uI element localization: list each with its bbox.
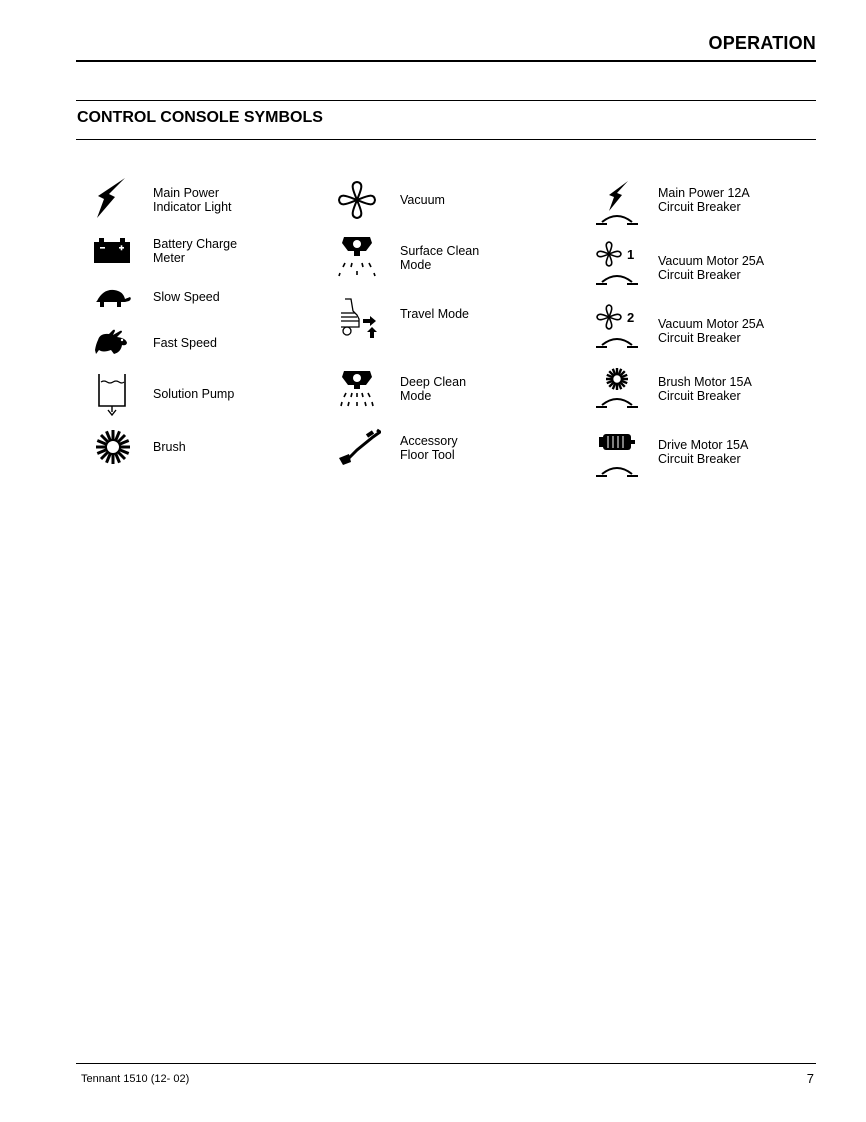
label-main-power-indicator: Main Power Indicator Light [153,186,232,214]
label-surface-clean: Surface Clean Mode [400,244,480,272]
label-vacuum-motor-2-breaker: Vacuum Motor 25A Circuit Breaker [658,317,765,345]
label-solution-pump: Solution Pump [153,387,235,401]
fan-icon [337,180,377,220]
brush-breaker-icon [595,367,639,409]
surface-clean-icon [337,233,377,279]
label-main-power-breaker: Main Power 12A Circuit Breaker [658,186,750,214]
label-vacuum: Vacuum [400,193,445,207]
label-drive-motor-breaker: Drive Motor 15A Circuit Breaker [658,438,749,466]
footer-rule [76,1063,816,1064]
vacuum-motor-number: 2 [627,310,635,325]
turtle-icon [94,288,132,308]
floor-tool-icon [337,428,381,468]
rabbit-icon [95,328,129,356]
label-fast-speed: Fast Speed [153,336,217,350]
brush-icon [95,429,131,465]
label-battery-charge: Battery Charge Meter [153,237,238,265]
label-travel-mode: Travel Mode [400,307,470,321]
label-floor-tool: Accessory Floor Tool [400,434,458,462]
drive-motor-breaker-icon [595,432,639,478]
battery-icon [94,238,130,263]
label-deep-clean: Deep Clean Mode [400,375,467,403]
label-slow-speed: Slow Speed [153,290,220,304]
travel-mode-icon [337,297,379,339]
footer-model: Tennant 1510 (12- 02) [81,1073,190,1085]
title-rule-bottom [76,139,816,140]
section-header: OPERATION [708,33,816,53]
lightning-breaker-icon [595,180,639,226]
label-vacuum-motor-1-breaker: Vacuum Motor 25A Circuit Breaker [658,254,765,282]
section-title: CONTROL CONSOLE SYMBOLS [77,109,323,126]
label-brush-motor-breaker: Brush Motor 15A Circuit Breaker [658,375,752,403]
vacuum-motor-number: 1 [627,247,635,262]
lightning-icon [94,177,128,219]
title-rule-top [76,100,816,101]
deep-clean-icon [337,367,377,411]
label-brush: Brush [153,440,186,454]
solution-pump-icon [96,372,128,416]
header-rule [76,60,816,62]
page-number: 7 [806,1071,814,1086]
